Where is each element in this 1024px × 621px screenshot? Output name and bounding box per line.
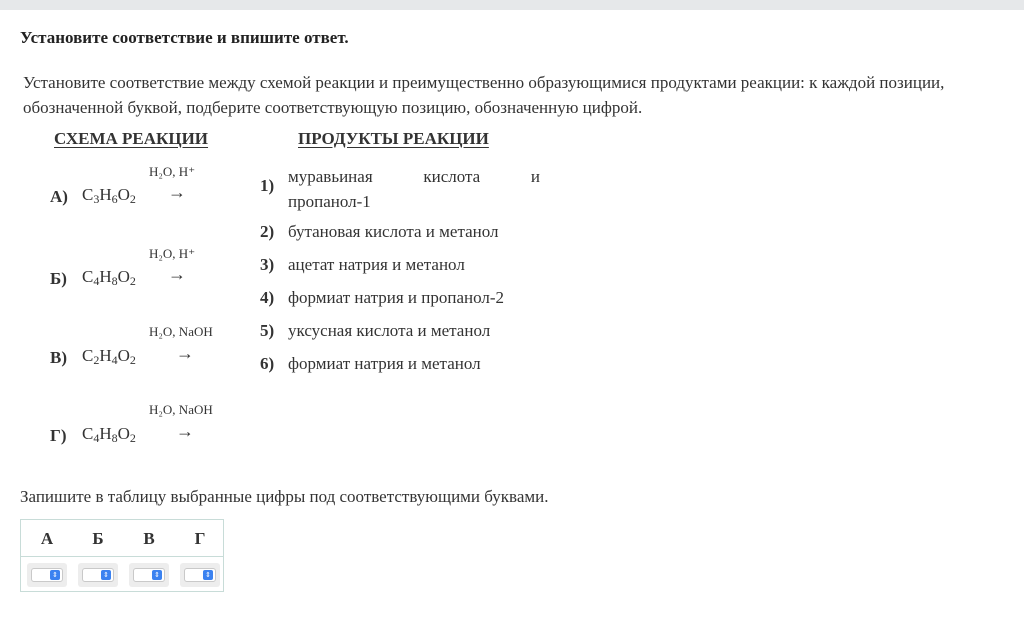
reaction-condition: H₂O, NaOH: [149, 402, 213, 417]
reaction-arrow: →: [168, 182, 186, 202]
answer-table: [20, 519, 224, 592]
reaction-condition: H₂O, NaOH: [149, 324, 213, 339]
reaction-condition: H₂O, H⁺: [149, 164, 196, 179]
select-arrows-icon[interactable]: ⇕: [203, 570, 213, 580]
scheme-g: [50, 386, 250, 446]
top-bar: [0, 0, 1024, 10]
select-box[interactable]: [184, 568, 216, 582]
answer-select-b[interactable]: [78, 563, 118, 587]
product-number: 6): [260, 354, 275, 373]
select-arrows-icon[interactable]: ⇕: [101, 570, 111, 580]
scheme-letter: А): [50, 187, 68, 206]
product-text: [288, 164, 540, 214]
scheme-formula: $C_4H_8O_2$: [82, 267, 136, 288]
scheme-b: [50, 229, 250, 289]
answer-letter-g: Г: [194, 529, 206, 548]
scheme-formula: $C_4H_8O_2$: [82, 424, 136, 445]
product-word: и: [530, 167, 540, 186]
reaction-condition: H₂O, H⁺: [149, 246, 196, 261]
product-text: формиат натрия и пропанол-2: [288, 288, 505, 307]
product-text: бутановая кислота и метанол: [288, 222, 499, 241]
scheme-header: СХЕМА РЕАКЦИИ: [54, 129, 209, 148]
answer-select-a[interactable]: [27, 563, 67, 587]
task-text: Установите соответствие между схемой реакции и преимущественно образующимися продуктами реакции: к каждой позиции, обозначенной буквой, подберите соответствующую позицию, обозначенную цифрой.: [23, 73, 945, 117]
answer-select-v[interactable]: [129, 563, 169, 587]
select-arrows-icon[interactable]: ⇕: [50, 570, 60, 580]
answer-letter-v: В: [143, 529, 155, 548]
product-text: формиат натрия и метанол: [288, 354, 481, 373]
product-word: кислота: [423, 167, 481, 186]
product-text: уксусная кислота и метанол: [288, 321, 491, 340]
product-number: 3): [260, 255, 275, 274]
select-arrows-icon[interactable]: ⇕: [152, 570, 162, 580]
reaction-arrow: →: [168, 264, 186, 284]
answer-letter-b: Б: [92, 529, 104, 548]
product-number: 1): [260, 176, 275, 195]
select-box[interactable]: [31, 568, 63, 582]
page-heading: Установите соответствие и впишите ответ.: [20, 28, 349, 47]
answer-instruction: Запишите в таблицу выбранные цифры под соответствующими буквами.: [20, 487, 549, 506]
product-word: муравьиная: [288, 167, 373, 186]
reaction-arrow: →: [176, 421, 194, 441]
product-number: 2): [260, 222, 275, 241]
product-number: 4): [260, 288, 275, 307]
products-header: ПРОДУКТЫ РЕАКЦИИ: [298, 129, 489, 148]
product-text: ацетат натрия и метанол: [288, 255, 465, 274]
scheme-formula: $C_2H_4O_2$: [82, 346, 136, 367]
scheme-v: [50, 308, 250, 368]
reaction-arrow: →: [176, 343, 194, 363]
select-box[interactable]: [133, 568, 165, 582]
product-line2: пропанол-1: [288, 192, 371, 211]
answer-select-g[interactable]: [180, 563, 220, 587]
answer-table-header: [21, 520, 223, 557]
scheme-letter: В): [50, 348, 67, 367]
scheme-formula: $C_3H_6O_2$: [82, 185, 136, 206]
answer-letter-a: А: [40, 529, 54, 548]
scheme-a: [50, 147, 250, 207]
product-number: 5): [260, 321, 275, 340]
scheme-letter: Г): [50, 426, 67, 445]
scheme-letter: Б): [50, 269, 67, 288]
select-box[interactable]: [82, 568, 114, 582]
